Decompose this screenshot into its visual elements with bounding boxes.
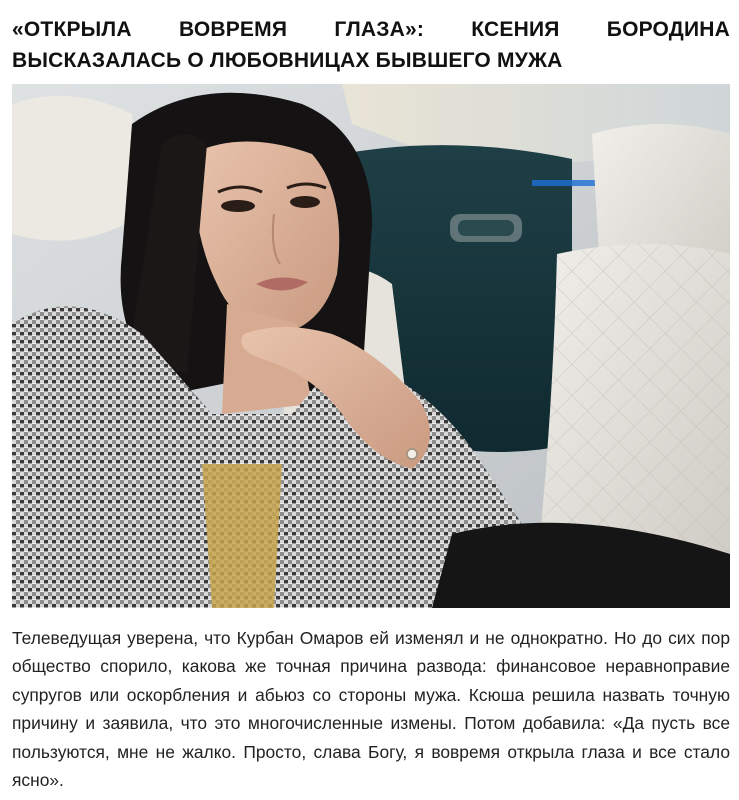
article-headline: «ОТКРЫЛА ВОВРЕМЯ ГЛАЗА»: КСЕНИЯ БОРОДИНА ВЫСКАЗАЛАСЬ О ЛЮБОВНИЦАХ БЫВШЕГО МУЖА [12,18,730,72]
article-photo [12,84,730,608]
article [12,0,730,791]
photo-illustration [12,84,730,608]
article-body: Телеведущая уверена, что Курбан Омаров ей изменял и не однократно. Но до сих пор общество спорило, какова же точная причина развода: финансовое неравноправие супругов или оскорбления и абьюз со стороны мужа. Ксюша решила назвать точную причину и заявила, что это многочисленные измены. Потом добавила: «Да пусть все пользуются, мне не жалко. Просто, слава Богу, я вовремя открыла глаза и все стало ясно». [12,628,730,791]
